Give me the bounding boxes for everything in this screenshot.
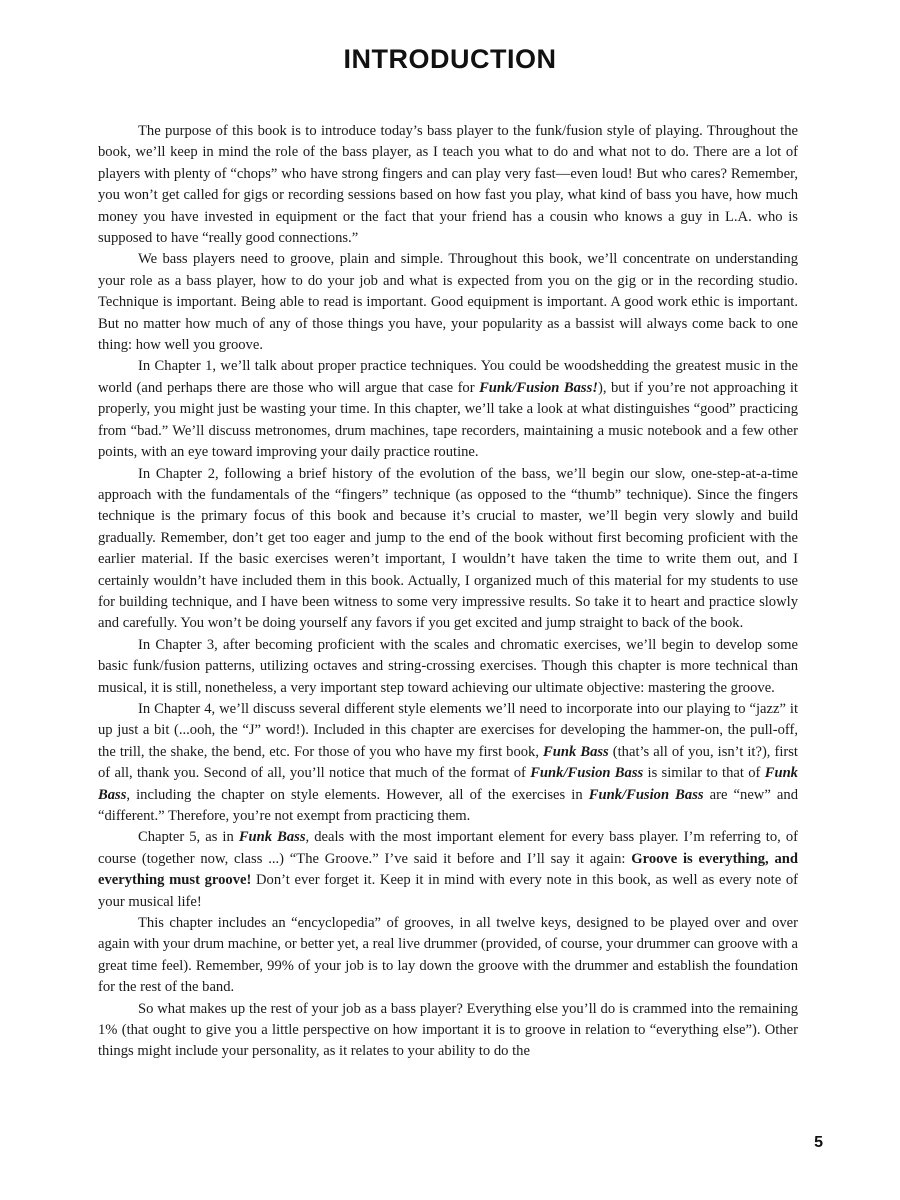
text-run: This chapter includes an “encyclopedia” of grooves, in all twelve keys, designed to be played over and over again with your drum machine, or better yet, a real live drummer (provided, of course, your drummer can groove with a great time feel). Remember, 99% of your job is to lay down the groove with the drummer and establish the foundation for the rest of the band. [98,915,798,996]
text-run: ), but if you’re not approaching it properly, you might just be wasting your time. In this chapter, we’ll take a look at what distinguishes “good” practicing from “bad.” We’ll discuss metronomes, drum machines, tape recorders, maintaining a music notebook and a few other points, with an eye toward improving your daily practice routine. [98,379,798,461]
book-title-emphasis: Funk/Fusion Bass [588,786,704,803]
book-title-emphasis: Funk Bass [543,743,609,760]
text-run: Don’t ever forget it. Keep it in mind with every note in this book, as well as every note of your musical life! [98,872,798,910]
paragraph [98,635,798,699]
paragraph [98,913,798,999]
text-run: is similar to that of [643,765,765,782]
paragraph [98,356,798,463]
text-run: In Chapter 4, we’ll discuss several different style elements we’ll need to incorporate into our playing to “jazz” it up just a bit (...ooh, the “J” word!). Included in this chapter are exercises for developing the hammer-on, the pull-off, the trill, the shake, the bend, etc. For those of you who have my first book, [98,700,798,760]
text-run: The purpose of this book is to introduce today’s bass player to the funk/fusion style of playing. Throughout the book, we’ll keep in mind the role of the bass player, as I teach you what to do and what not to do. There are a lot of players with plenty of “chops” who have strong fingers and can play very fast—even loud! But who cares? Remember, you won’t get called for gigs or recording sessions based on how fast you play, what kind of bass you have, how much money you have invested in equipment or the fact that your friend has a cousin who knows a guy in L.A. who is supposed to have “really good connections.” [98,123,798,247]
paragraph [98,827,798,913]
text-run: , deals with the most important element for every bass player. I’m referring to, of course (together now, class ...) “The Groove.” I’ve said it before and I’ll say it again: [98,829,798,867]
paragraph [98,999,798,1063]
book-title-emphasis: Funk Bass [98,765,798,803]
page-title: INTRODUCTION [343,44,557,74]
book-title-emphasis: Funk/Fusion Bass! [479,379,598,396]
paragraph [98,464,798,635]
text-run: (that’s all of you, isn’t it?), first of all, thank you. Second of all, you’ll notice that much of the format of [98,743,798,782]
text-run: We bass players need to groove, plain and simple. Throughout this book, we’ll concentrate on understanding your role as a bass player, how to do your job and what is expected from you on the gig or in the recording studio. Technique is important. Being able to read is important. Good equipment is important. A good work ethic is important. But no matter how much of any of those things you have, your popularity as a bassist will always come back to one thing: how well you groove. [98,251,798,354]
book-title-emphasis: Funk Bass [238,829,306,846]
page-number: 5 [814,1134,823,1151]
paragraph [98,249,798,356]
paragraph [98,121,798,249]
text-run: , including the chapter on style elements. However, all of the exercises in [126,786,589,803]
text-run: are “new” and “different.” Therefore, you’re not exempt from practicing them. [98,786,798,824]
text-run: In Chapter 3, after becoming proficient with the scales and chromatic exercises, we’ll begin to develop some basic funk/fusion patterns, utilizing octaves and string-crossing exercises. Though this chapter is more technical than musical, it is still, nonetheless, a very important step toward achieving our ultimate objective: mastering the groove. [98,636,798,696]
text-run: Chapter 5, as in [138,829,239,846]
bold-emphasis: Groove is everything, and everything must groove! [98,850,799,889]
book-title-emphasis: Funk/Fusion Bass [530,765,644,782]
paragraph [98,699,798,827]
text-run: In Chapter 1, we’ll talk about proper practice techniques. You could be woodshedding the greatest music in the world (and perhaps there are those who will argue that case for [98,358,798,396]
text-run: So what makes up the rest of your job as a bass player? Everything else you’ll do is crammed into the remaining 1% (that ought to give you a little perspective on how important it is to groove in relation to “everything else”). Other things might include your personality, as it relates to your ability to do the [98,1000,798,1060]
body-text [98,121,798,1063]
text-run: In Chapter 2, following a brief history of the evolution of the bass, we’ll begin our slow, one-step-at-a-time approach with the fundamentals of the “fingers” technique (as opposed to the “thumb” technique). Since the fingers technique is the primary focus of this book and because it’s crucial to master, we’ll begin very slowly and build gradually. Remember, don’t get too eager and jump to the end of the book without first becoming proficient with the earlier material. If the basic exercises weren’t important, I wouldn’t have taken the time to write them out, and I certainly wouldn’t have included them in this book. Actually, I organized much of this material for my students to use for building technique, and I have been witness to some very impressive results. So take it to heart and practice slowly and carefully. You won’t be doing yourself any favors if you get excited and jump straight to back of the book. [98,465,798,632]
